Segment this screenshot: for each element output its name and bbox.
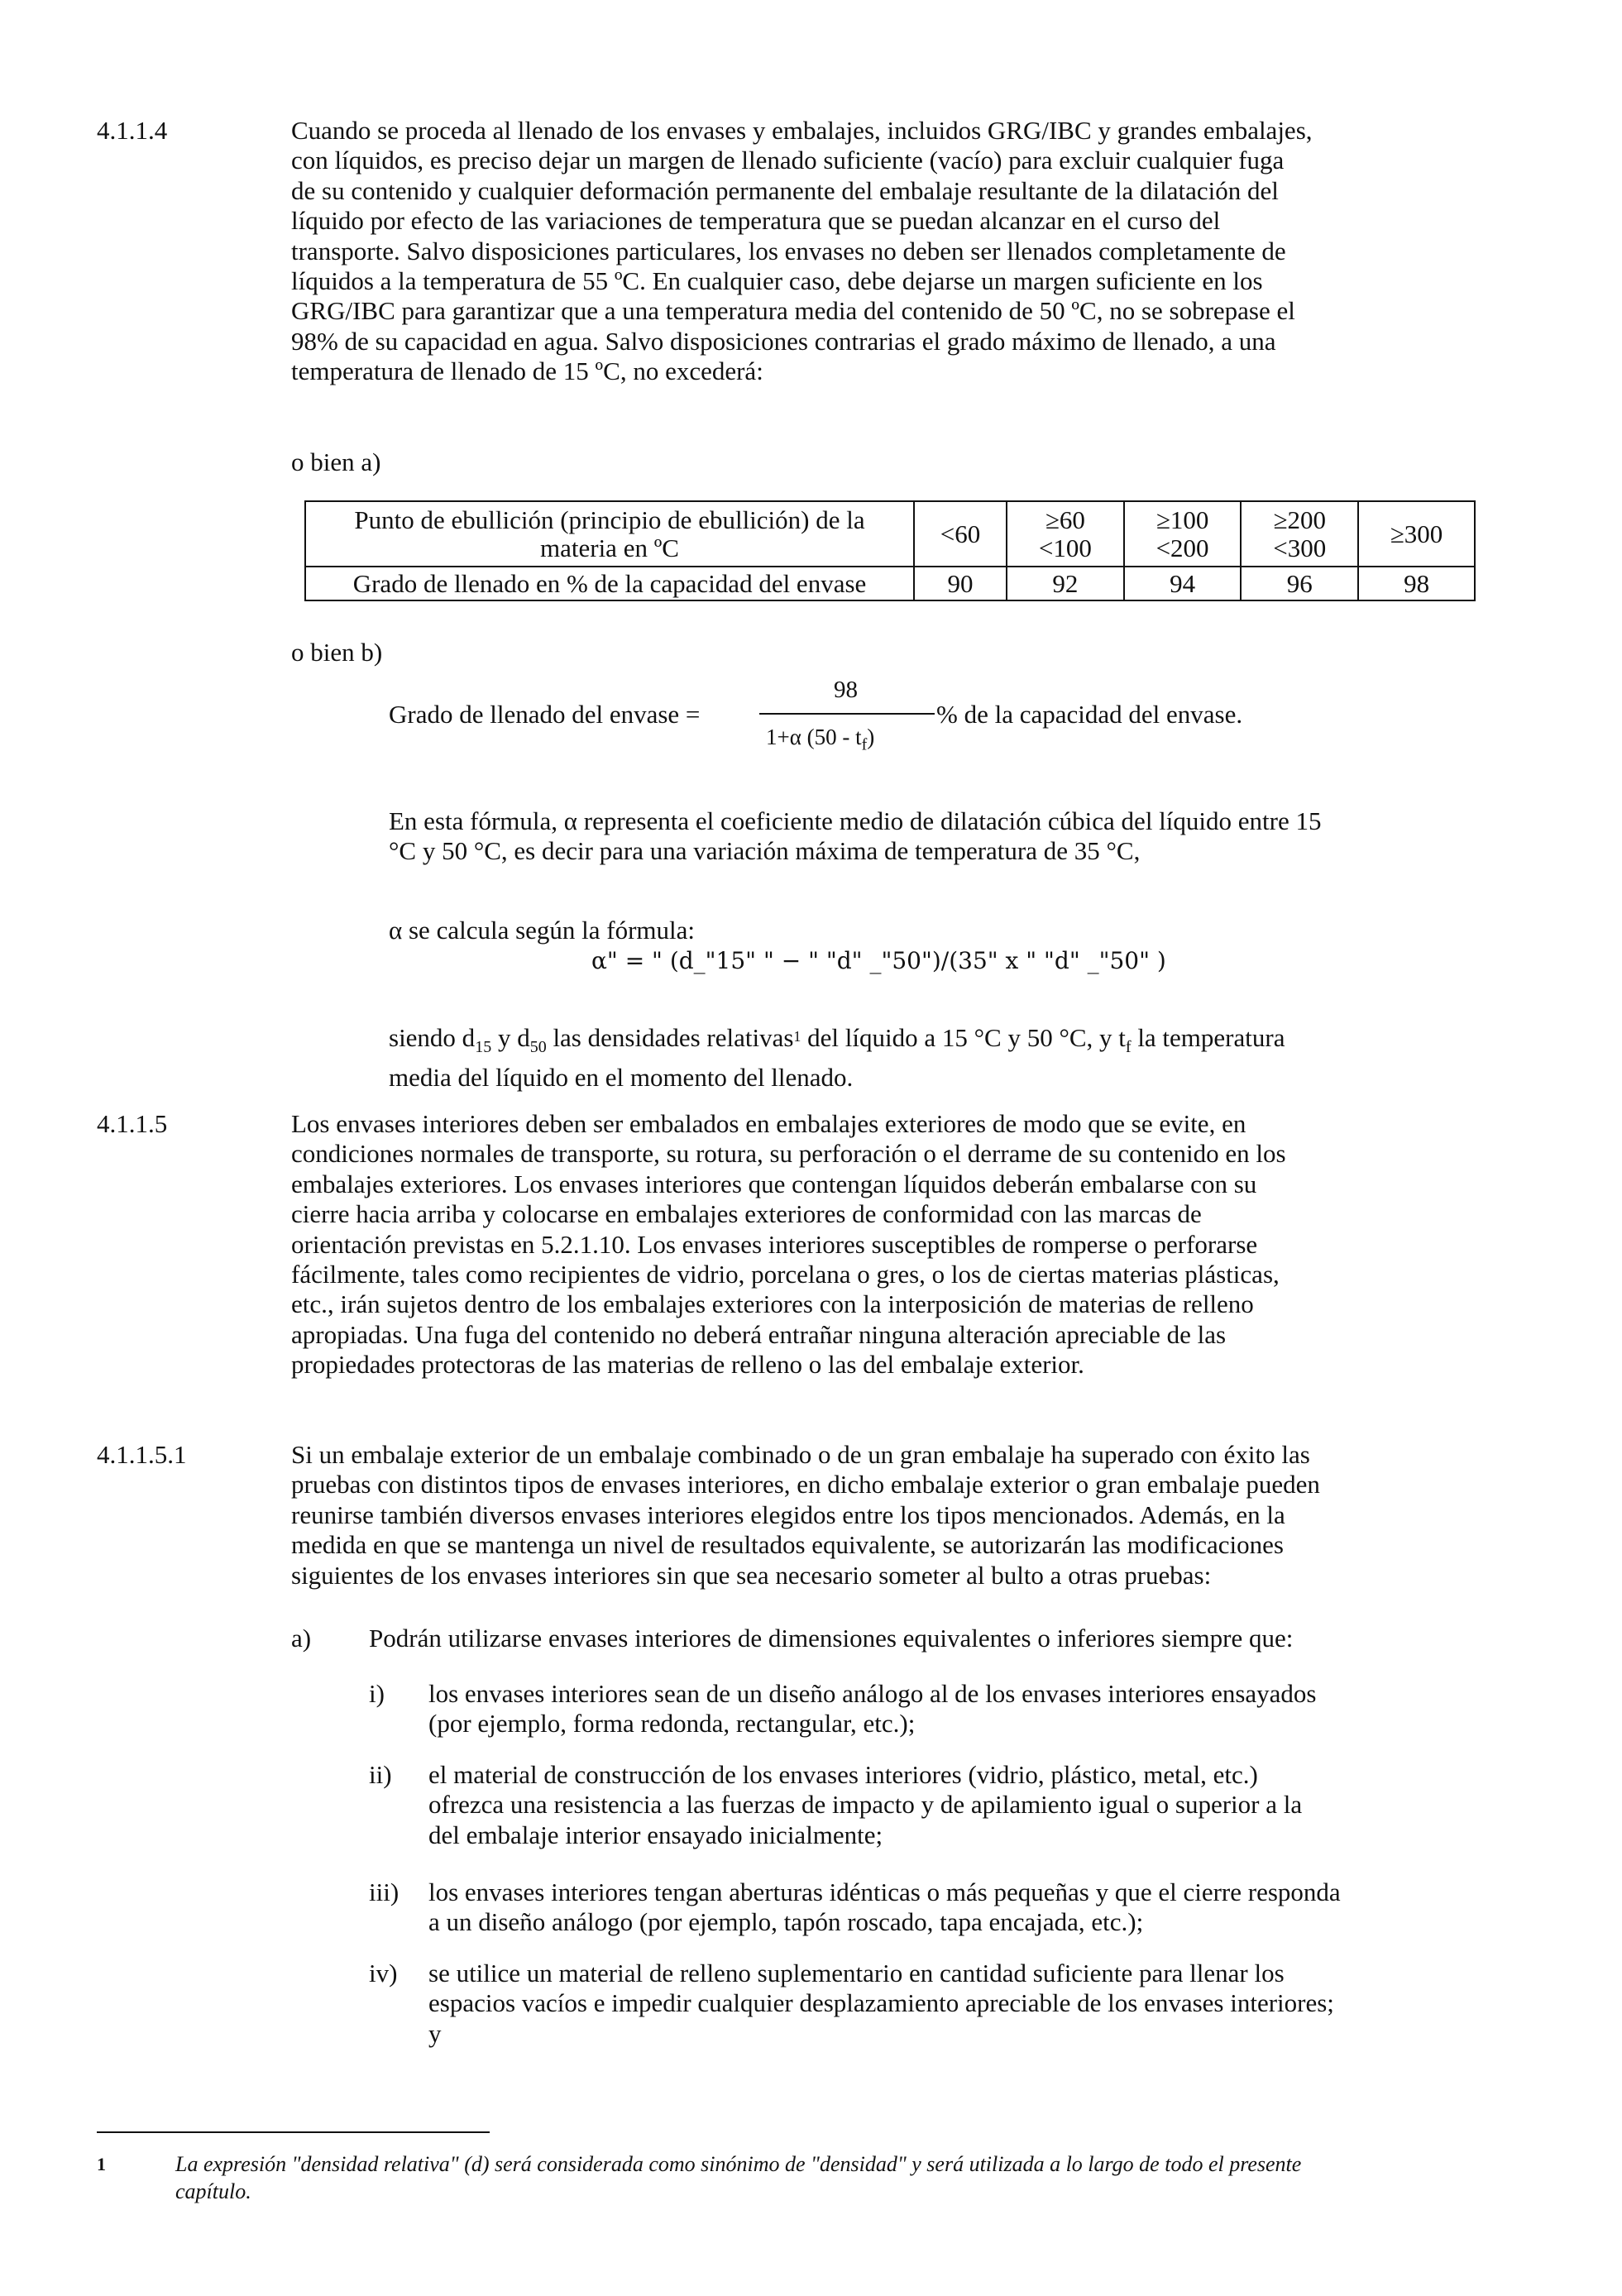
text-line: apropiadas. Una fuga del contenido no deberá entrañar ninguna alteración apreciable de las	[291, 1319, 1227, 1349]
text-line: transporte. Salvo disposiciones particulares, los envases no deben ser llenados completamente de	[291, 236, 1286, 265]
text-line: medida en que se mantenga un nivel de resultados equivalente, se autorizarán las modificaciones	[291, 1530, 1284, 1560]
list-item-text: los envases interiores sean de un diseño análogo al de los envases interiores ensayados (por ejemplo, forma redonda, rectangular, etc.);	[428, 1679, 1317, 1739]
list-item-text: los envases interiores tengan aberturas idénticas o más pequeñas y que el cierre responda a un diseño análogo (por ejemplo, tapón roscado, tapa encajada, etc.);	[428, 1877, 1341, 1937]
list-item-text: Podrán utilizarse envases interiores de dimensiones equivalentes o inferiores siempre que:	[369, 1624, 1294, 1653]
text-line: En esta fórmula, α representa el coeficiente medio de dilatación cúbica del líquido entre 15	[389, 806, 1322, 835]
table-row	[305, 501, 1475, 567]
table-cell: ≥200 <300	[1241, 501, 1358, 567]
option-a-label: o bien a)	[291, 447, 381, 476]
table-cell: Grado de llenado en % de la capacidad del envase	[305, 567, 914, 600]
text-line: fácilmente, tales como recipientes de vidrio, porcelana o gres, o los de ciertas materias plásticas,	[291, 1260, 1280, 1289]
formula-rhs: % de la capacidad del envase.	[936, 700, 1243, 729]
section-paragraph	[291, 1440, 1476, 1590]
list-marker: iii)	[369, 1877, 400, 1906]
table-row	[305, 567, 1475, 600]
filling-degree-table	[304, 500, 1476, 601]
table-cell: ≥100 <200	[1124, 501, 1242, 567]
text-line: Cuando se proceda al llenado de los envases y embalajes, incluidos GRG/IBC y grandes embalajes,	[291, 116, 1313, 145]
table-cell: Punto de ebullición (principio de ebullición) de la materia en ºC	[305, 501, 914, 567]
siendo-paragraph	[389, 1023, 1476, 1093]
list-marker: ii)	[369, 1760, 392, 1789]
table-cell: 94	[1124, 567, 1242, 600]
text-line: reunirse también diversos envases interiores elegidos entre los tipos mencionados. Además, en la	[291, 1500, 1285, 1529]
table-cell: 90	[914, 567, 1007, 600]
text-line: siendo $d_{15}$ y $d_{50}$ las densidades relativas$^1$ del líquido a 15 °C y 50 °C, y $t_f$ la temperatura	[389, 1023, 1285, 1057]
list-marker: iv)	[369, 1959, 398, 1987]
fraction-bar	[759, 713, 935, 715]
text-line: pruebas con distintos tipos de envases interiores, en dicho embalaje exterior o gran embalaje pueden	[291, 1470, 1320, 1500]
text-line: Si un embalaje exterior de un embalaje combinado o de un gran embalaje ha superado con éxito las	[291, 1440, 1310, 1469]
section-paragraph	[291, 1109, 1476, 1380]
text-line: condiciones normales de transporte, su rotura, su perforación o el derrame de su contenido en los	[291, 1139, 1286, 1169]
text-line: etc., irán sujetos dentro de los embalajes exteriores con la interposición de materias de relleno	[291, 1289, 1254, 1319]
table-cell: ≥60 <100	[1007, 501, 1124, 567]
section-number: 4.1.1.5	[97, 1109, 168, 1138]
text-line: 98% de su capacidad en agua. Salvo disposiciones contrarias el grado máximo de llenado, a una	[291, 326, 1276, 356]
text-line: orientación previstas en 5.2.1.10. Los envases interiores susceptibles de romperse o perforarse	[291, 1229, 1258, 1259]
option-b-label: o bien b)	[291, 638, 383, 667]
table-cell: 92	[1007, 567, 1124, 600]
text-line: de su contenido y cualquier deformación permanente del embalaje resultante de la dilatación del	[291, 175, 1279, 205]
formula-denominator: 1+α $(50 - t_f)$	[766, 725, 875, 754]
text-line: embalajes exteriores. Los envases interiores que contengan líquidos deberán embalarse con su	[291, 1169, 1257, 1198]
list-marker: a)	[291, 1624, 312, 1653]
section-number: 4.1.1.4	[97, 116, 168, 145]
footnote-number: 1	[97, 2154, 106, 2174]
text-line: cierre hacia arriba y colocarse en embalajes exteriores de conformidad con las marcas de	[291, 1199, 1202, 1229]
section-paragraph	[291, 116, 1476, 387]
list-item-text: el material de construcción de los envases interiores (vidrio, plástico, metal, etc.) ofrezca una resistencia a las fuerzas de impacto y de apilamiento igual o superior a la del embalaje interior ensayado inicialmente;	[428, 1760, 1303, 1849]
text-line: propiedades protectoras de las materias de relleno o las del embalaje exterior.	[291, 1350, 1084, 1380]
formula-lhs: Grado de llenado del envase =	[389, 700, 701, 729]
text-line: °C y 50 °C, es decir para una variación máxima de temperatura de 35 °C,	[389, 836, 1141, 866]
section-number: 4.1.1.5.1	[97, 1440, 187, 1469]
list-item-text: se utilice un material de relleno suplementario en cantidad suficiente para llenar los espacios vacíos e impedir cualquier desplazamiento apreciable de los envases interiores; y	[428, 1959, 1334, 2048]
list-marker: i)	[369, 1679, 385, 1708]
alpha-formula: α" = " (d_"15" " − " "d" _"50")/(35" x " "d" _"50" )	[591, 947, 1166, 974]
table-cell: 98	[1358, 567, 1475, 600]
footnote-reference: 1	[793, 1028, 801, 1045]
text-line: temperatura de llenado de 15 ºC, no excederá:	[291, 356, 763, 386]
text-line: media del líquido en el momento del llenado.	[389, 1062, 854, 1092]
alpha-intro: α se calcula según la fórmula:	[389, 916, 696, 945]
footnote-separator	[97, 2131, 490, 2133]
text-line: siguientes de los envases interiores sin que sea necesario someter al bulto a otras pruebas:	[291, 1560, 1212, 1590]
formula-explanation	[389, 806, 1476, 867]
formula-numerator: 98	[834, 677, 858, 703]
text-line: Los envases interiores deben ser embalados en embalajes exteriores de modo que se evite, en	[291, 1109, 1246, 1138]
text-line: líquido por efecto de las variaciones de temperatura que se puedan alcanzar en el curso del	[291, 206, 1221, 236]
table-cell: ≥300	[1358, 501, 1475, 567]
text-line: con líquidos, es preciso dejar un margen de llenado suficiente (vacío) para excluir cualquier fuga	[291, 146, 1285, 175]
table-cell: 96	[1241, 567, 1358, 600]
text-line: GRG/IBC para garantizar que a una temperatura media del contenido de 50 ºC, no se sobrepase el	[291, 296, 1295, 326]
text-line: líquidos a la temperatura de 55 ºC. En cualquier caso, debe dejarse un margen suficiente en los	[291, 266, 1263, 296]
table-cell: <60	[914, 501, 1007, 567]
footnote-text: La expresión "densidad relativa" (d) será considerada como sinónimo de "densidad" y será utilizada a lo largo de todo el presente capítulo.	[175, 2152, 1302, 2203]
